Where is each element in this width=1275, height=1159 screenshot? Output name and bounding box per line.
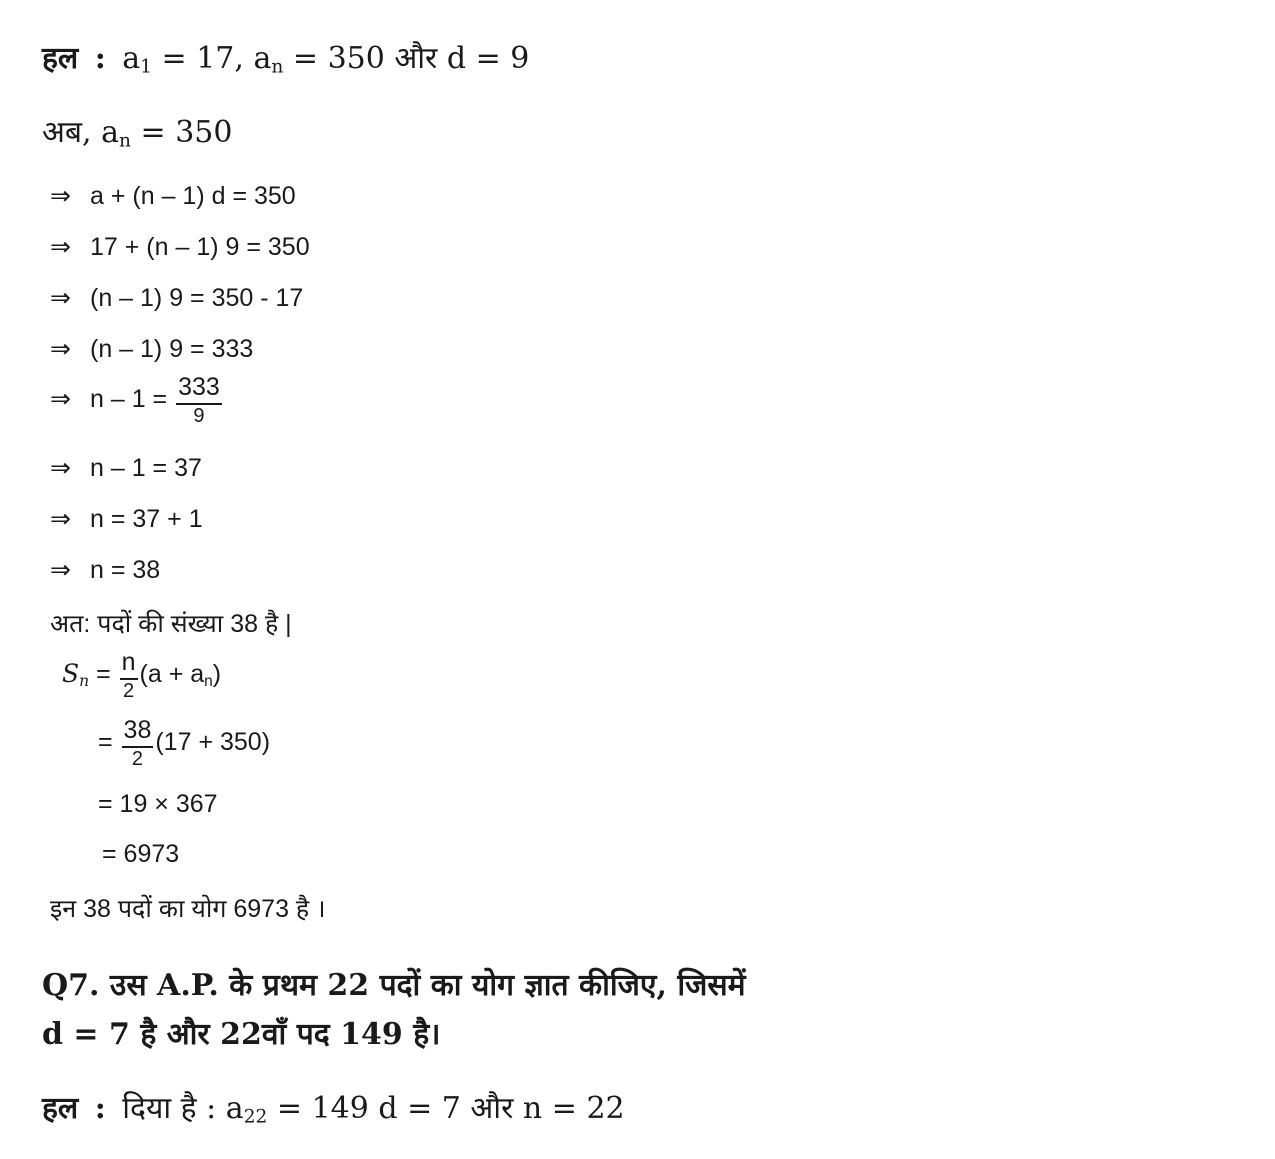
fraction-denominator: 2 xyxy=(123,679,135,702)
step-7 xyxy=(50,504,203,534)
solution-label: हल xyxy=(42,41,79,76)
implies-icon: ⇒ xyxy=(50,453,71,482)
sum-substitution xyxy=(98,716,270,771)
fraction xyxy=(120,648,138,703)
colon: : xyxy=(94,41,106,76)
a1-var: a xyxy=(122,41,141,76)
step-3 xyxy=(50,283,303,313)
step-text: n = 37 + 1 xyxy=(90,505,203,533)
step-text: a + (n – 1) d = 350 xyxy=(90,182,296,210)
a1-sub: 1 xyxy=(140,56,153,78)
sum-multiplication: = 19 × 367 xyxy=(98,790,218,818)
implies-icon: ⇒ xyxy=(50,504,71,533)
fraction xyxy=(122,716,154,771)
fraction-numerator: n xyxy=(120,648,138,680)
equals: = xyxy=(98,727,120,756)
fraction xyxy=(176,373,222,428)
implies-icon: ⇒ xyxy=(50,232,71,261)
given-values: = 149 d = 7 और n = 22 xyxy=(267,1091,625,1126)
implies-icon: ⇒ xyxy=(50,383,71,413)
step-4 xyxy=(50,334,253,364)
step-text: n – 1 = 37 xyxy=(90,454,202,482)
bracket-close: ) xyxy=(212,659,222,688)
fraction-denominator: 2 xyxy=(131,747,144,770)
sum-symbol-sub: n xyxy=(79,671,90,690)
implies-icon: ⇒ xyxy=(50,283,71,312)
a1-value: = 17, xyxy=(152,41,254,76)
bracket-sub: n xyxy=(204,672,213,690)
now-sub: n xyxy=(119,130,131,152)
implies-icon: ⇒ xyxy=(50,181,71,210)
q7-solution-line xyxy=(42,1086,625,1128)
step-text: n – 1 = xyxy=(90,384,175,413)
bracket-text: (a + a xyxy=(139,659,205,688)
an-sub: n xyxy=(271,56,284,78)
step-text: (n – 1) 9 = 350 - 17 xyxy=(90,284,304,312)
step-text: n = 38 xyxy=(90,556,161,584)
fraction-denominator: 9 xyxy=(193,404,205,427)
now-prefix: अब, a xyxy=(42,115,120,150)
now-rest: = 350 xyxy=(131,115,233,150)
given-line xyxy=(42,36,529,78)
sum-result: = 6973 xyxy=(102,840,180,868)
now-line xyxy=(42,110,232,152)
sum-conclusion: इन 38 पदों का योग 6973 है । xyxy=(50,895,326,923)
fraction-numerator: 38 xyxy=(122,716,154,748)
implies-icon: ⇒ xyxy=(50,334,71,363)
question-7-line-2: d = 7 है और 22वाँ पद 149 है। xyxy=(42,1017,441,1052)
given-word: दिया है xyxy=(122,1091,197,1126)
given-sub: 22 xyxy=(243,1106,268,1128)
question-7-line-1: Q7. उस A.P. के प्रथम 22 पदों का योग ज्ञात कीजिए, जिसमें xyxy=(42,968,746,1003)
an-value: = 350 और d = 9 xyxy=(283,41,530,76)
step-1 xyxy=(50,181,296,211)
solution-label: हल xyxy=(42,1091,79,1126)
step-6 xyxy=(50,453,202,483)
step-2 xyxy=(50,232,310,262)
step-text: 17 + (n – 1) 9 = 350 xyxy=(90,233,310,261)
colon: : xyxy=(94,1091,106,1126)
step-8 xyxy=(50,555,160,585)
implies-icon: ⇒ xyxy=(50,555,71,584)
terms-conclusion: अत: पदों की संख्या 38 है | xyxy=(50,610,292,638)
sum-symbol: S xyxy=(62,658,80,688)
step-text: (n – 1) 9 = 333 xyxy=(90,335,254,363)
bracket-text: (17 + 350) xyxy=(155,727,271,756)
fraction-numerator: 333 xyxy=(176,373,222,405)
an-var: a xyxy=(253,41,272,76)
step-5-fraction xyxy=(50,373,224,428)
equals: = xyxy=(89,659,118,688)
sum-formula xyxy=(62,648,221,703)
given-a: : a xyxy=(196,1091,244,1126)
